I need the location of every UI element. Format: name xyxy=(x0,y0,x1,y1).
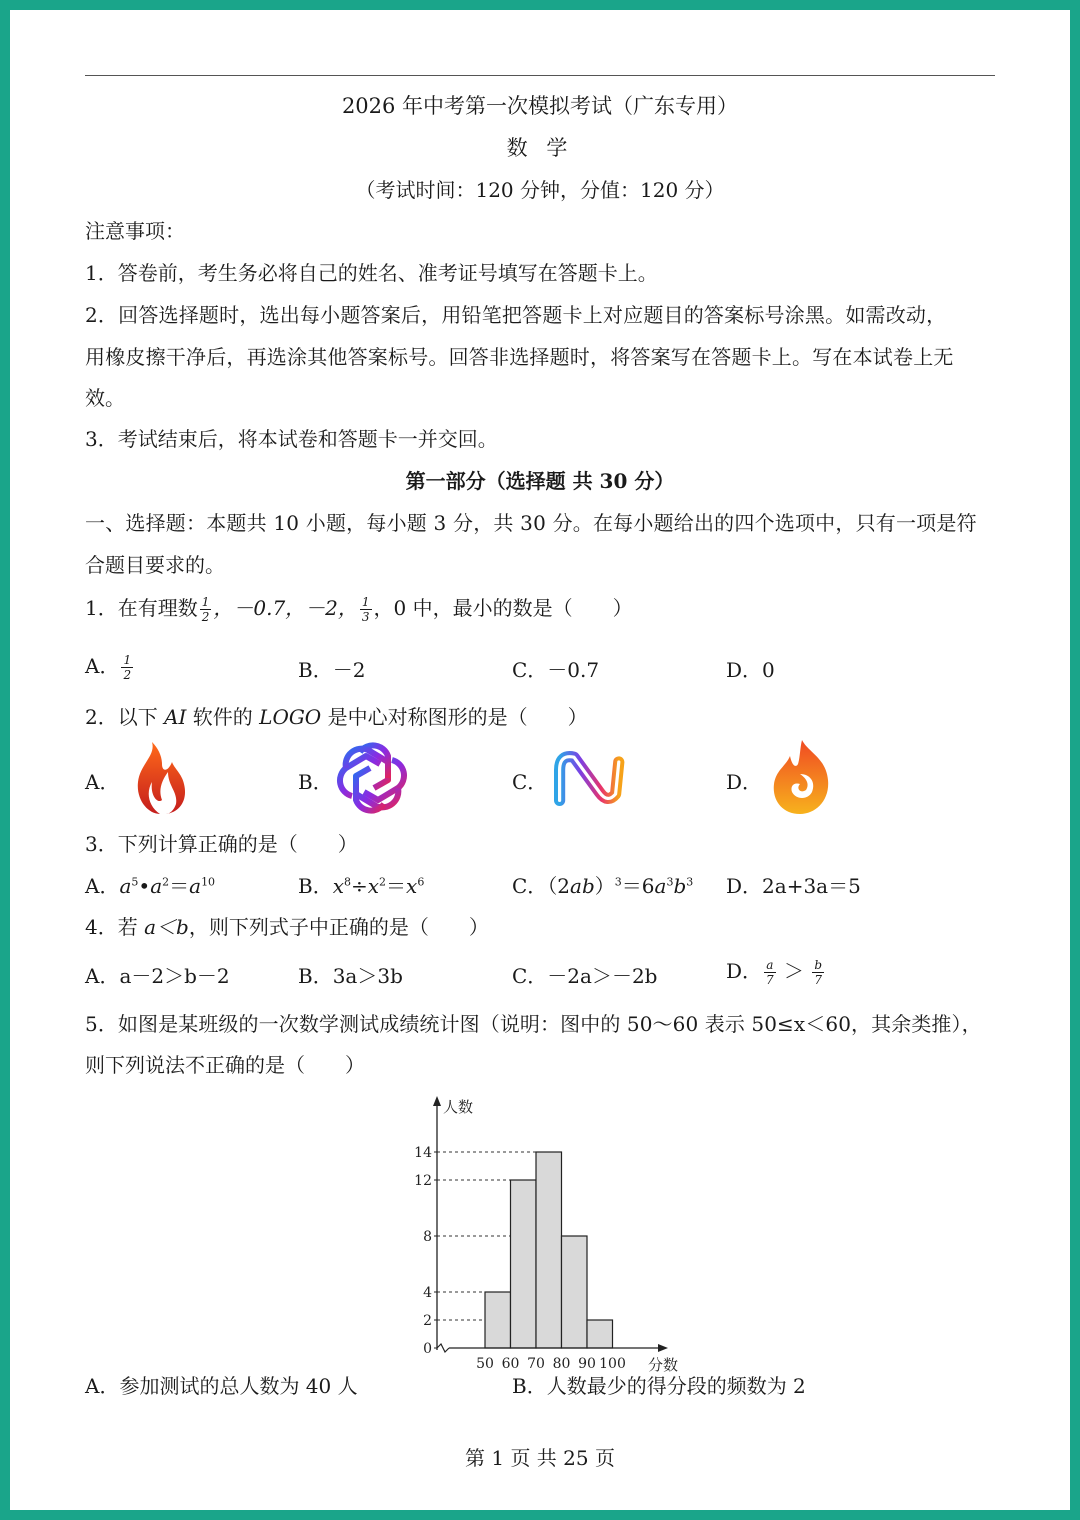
note-item-1: 1．答卷前，考生务必将自己的姓名、准考证号填写在答题卡上。 xyxy=(85,261,658,285)
bar-1 xyxy=(485,1292,511,1348)
bar-4 xyxy=(562,1236,588,1348)
q1-stem-end: ，0 中，最小的数是（ ） xyxy=(373,596,633,620)
score-histogram-chart xyxy=(390,1080,690,1380)
bar-2 xyxy=(511,1180,537,1348)
part1-instructions-line-1: 一、选择题：本题共 10 小题，每小题 3 分，共 30 分。在每小题给出的四个选项中，只有一项是符 xyxy=(85,511,977,535)
y-tick-label-12: 12 xyxy=(414,1173,432,1189)
header-rule xyxy=(85,75,995,76)
q1-fraction-2: $\frac{1}{3}$ xyxy=(361,595,370,624)
x-axis-arrow xyxy=(658,1344,668,1352)
q3-option-d[interactable]: D．2a+3a＝5 xyxy=(726,874,861,898)
y-axis-arrow xyxy=(433,1096,441,1106)
y-tick-label-14: 14 xyxy=(414,1145,432,1161)
q1-option-a-fraction: $\frac{1}{2}$ xyxy=(123,653,132,682)
subject-title: 数 学 xyxy=(506,136,574,160)
q5-option-a[interactable]: A．参加测试的总人数为 40 人 xyxy=(85,1374,358,1398)
q1-option-b[interactable]: B．－2 xyxy=(298,658,366,682)
question-2-stem: 2．以下 AI 软件的 LOGO 是中心对称图形的是（ ） xyxy=(85,705,588,729)
q3-option-a-expression: $a^5•a^2=a^{10}$ xyxy=(119,874,216,898)
q4-option-a[interactable]: A．a－2＞b－2 xyxy=(85,964,230,988)
q2-option-a-label[interactable]: A． xyxy=(85,770,120,794)
q2-option-d-label[interactable]: D． xyxy=(726,770,763,794)
note-item-2-line-2: 用橡皮擦干净后，再选涂其他答案标号。回答非选择题时，将答案写在答题卡上。写在本试卷上无 xyxy=(85,345,954,369)
q2-option-b-label[interactable]: B． xyxy=(298,770,333,794)
q1-option-c[interactable]: C．－0.7 xyxy=(512,658,600,682)
q3-option-b-expression: $x^8\div x^2=x^6$ xyxy=(332,874,425,898)
flame-logo-icon xyxy=(118,738,198,818)
note-item-3: 3．考试结束后，将本试卷和答题卡一并交回。 xyxy=(85,427,498,451)
y-tick-label-0: 0 xyxy=(423,1341,432,1357)
q1-option-d[interactable]: D．0 xyxy=(726,658,775,682)
q2-option-c-label[interactable]: C． xyxy=(512,770,548,794)
exam-info: （考试时间：120 分钟，分值：120 分） xyxy=(355,178,725,202)
q1-stem-middle: ，－0.7，－2， xyxy=(213,596,358,620)
q5-option-b[interactable]: B．人数最少的得分段的频数为 2 xyxy=(512,1374,806,1398)
axis-break xyxy=(437,1344,449,1352)
q3-option-a[interactable]: A．$a^5•a^2=a^{10}$ xyxy=(85,874,216,898)
bar-5 xyxy=(587,1320,613,1348)
q4-option-d[interactable]: D． $\frac{a}{7}$ ＞ $\frac{b}{7}$ xyxy=(726,958,823,987)
y-tick-label-2: 2 xyxy=(423,1313,432,1329)
notes-heading: 注意事项： xyxy=(85,219,185,243)
x-axis-label: 分数 xyxy=(648,1356,679,1374)
x-tick-label-70: 70 xyxy=(527,1356,545,1372)
knot-logo-icon xyxy=(332,738,412,818)
x-tick-label-80: 80 xyxy=(552,1356,571,1372)
q4-option-c[interactable]: C．－2a＞－2b xyxy=(512,964,658,988)
q1-fraction-1: $\frac{1}{2}$ xyxy=(201,595,210,624)
x-tick-label-50: 50 xyxy=(476,1356,494,1372)
question-4-stem: 4．若 a＜b，则下列式子中正确的是（ ） xyxy=(85,915,489,939)
q3-option-b[interactable]: B．$x^8\div x^2=x^6$ xyxy=(298,874,425,898)
q3-option-c-expression: $(2ab)^3=6a^3b^3$ xyxy=(547,874,694,898)
exam-title: 2026 年中考第一次模拟考试（广东专用） xyxy=(341,94,739,118)
q4-option-b[interactable]: B．3a＞3b xyxy=(298,964,403,988)
y-axis-label: 人数 xyxy=(443,1098,474,1116)
page-footer: 第 1 页 共 25 页 xyxy=(465,1446,615,1470)
question-3-stem: 3．下列计算正确的是（ ） xyxy=(85,832,358,856)
part1-heading: 第一部分（选择题 共 30 分） xyxy=(405,469,675,493)
question-5-stem-line-1: 5．如图是某班级的一次数学测试成绩统计图（说明：图中的 50～60 表示 50≤x＜60，其余类推）， xyxy=(85,1012,982,1036)
part1-instructions-line-2: 合题目要求的。 xyxy=(85,553,225,577)
y-tick-label-4: 4 xyxy=(423,1285,432,1301)
q3-option-c[interactable]: C．$(2ab)^3=6a^3b^3$ xyxy=(512,874,694,898)
x-tick-label-60: 60 xyxy=(501,1356,520,1372)
question-1-stem xyxy=(85,595,633,624)
exam-page xyxy=(10,10,1070,1510)
note-item-2-line-1: 2．回答选择题时，选出每小题答案后，用铅笔把答题卡上对应题目的答案标号涂黑。如需改动， xyxy=(85,303,947,327)
question-5-stem-line-2: 则下列说法不正确的是（ ） xyxy=(85,1053,365,1077)
bar-3 xyxy=(536,1152,562,1348)
x-tick-label-90: 90 xyxy=(578,1356,596,1372)
rainbow-n-logo-icon xyxy=(550,738,630,818)
y-tick-label-8: 8 xyxy=(423,1229,432,1245)
q1-stem-start: 1．在有理数 xyxy=(85,596,198,620)
q4-option-d-fraction-left: $\frac{a}{7}$ xyxy=(766,958,774,987)
fire-swirl-logo-icon xyxy=(762,738,842,818)
q3-option-d-expression: 2a+3a＝5 xyxy=(762,874,861,898)
x-tick-label-100: 100 xyxy=(599,1356,626,1372)
note-item-2-line-3: 效。 xyxy=(85,386,125,410)
q4-option-d-fraction-right: $\frac{b}{7}$ xyxy=(814,958,823,987)
q1-option-a[interactable]: A． $\frac{1}{2}$ xyxy=(85,653,132,682)
